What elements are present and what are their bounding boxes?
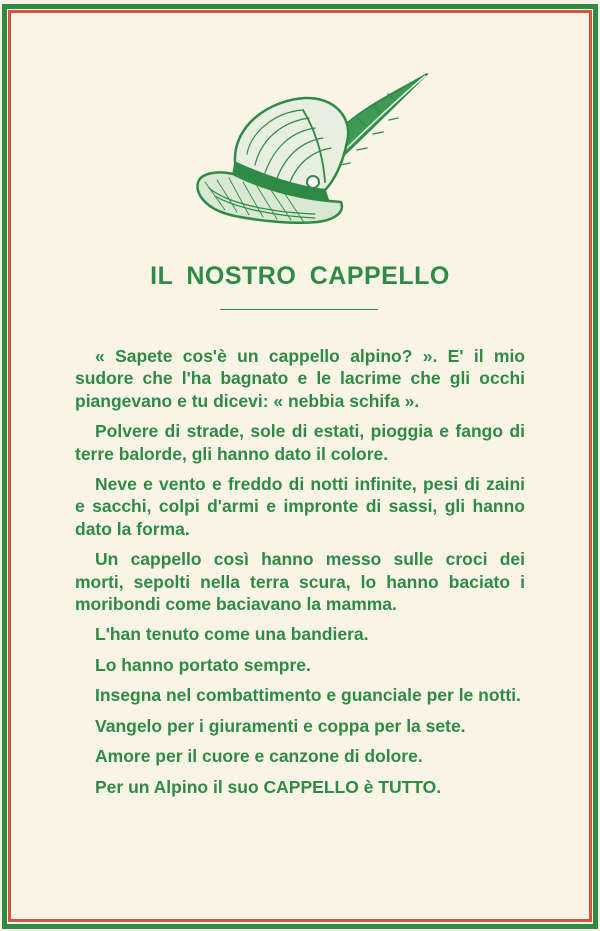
poem-paragraph: Insegna nel combattimento e guanciale per le notti.: [95, 685, 521, 706]
title-underline: [220, 309, 378, 310]
poem-paragraph: Lo hanno portato sempre.: [95, 654, 311, 675]
alpine-hat-with-feather-icon: [185, 70, 435, 235]
poem-paragraph: Vangelo per i giuramenti e coppa per la sete.: [95, 715, 466, 736]
poem-paragraph: L'han tenuto come una bandiera.: [95, 624, 369, 645]
page-title: IL NOSTRO CAPPELLO: [150, 262, 450, 290]
poem-paragraph: « Sapete cos'è un cappello alpino? ». E' il mio sudore che l'ha bagnato e le lacrime che gli occhi piangevano e tu dicevi: « nebbia schifa ».: [75, 346, 525, 411]
poem-body: [75, 345, 525, 806]
poem-paragraph: Neve e vento e freddo di notti infinite, pesi di zaini e sacchi, colpi d'armi e impronte di sassi, gli hanno dato la forma.: [75, 474, 525, 539]
poem-paragraph: Un cappello così hanno messo sulle croci dei morti, sepolti nella terra scura, lo hanno baciato i moribondi come baciavano la mamma.: [75, 549, 525, 615]
poem-paragraph: Per un Alpino il suo CAPPELLO è TUTTO.: [95, 776, 442, 797]
poem-paragraph: Amore per il cuore e canzone di dolore.: [95, 746, 423, 767]
poem-paragraph: Polvere di strade, sole di estati, pioggia e fango di terre balorde, gli hanno dato il colore.: [75, 421, 525, 464]
